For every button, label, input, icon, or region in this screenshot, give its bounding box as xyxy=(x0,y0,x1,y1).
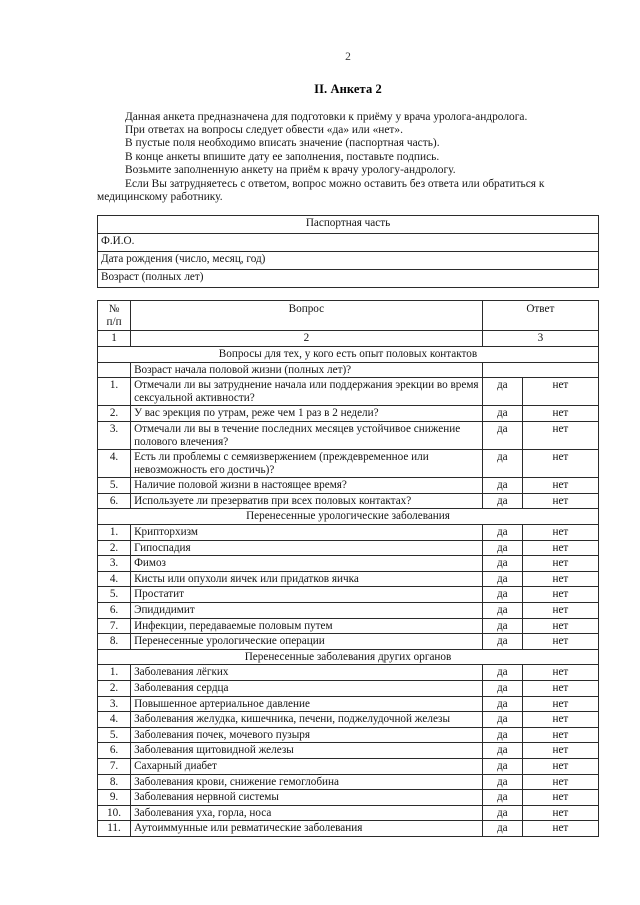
answer-no-option[interactable]: нет xyxy=(522,805,598,821)
row-number: 6. xyxy=(98,743,131,759)
row-number: 7. xyxy=(98,758,131,774)
column-index-question: 2 xyxy=(131,331,483,347)
answer-no-option[interactable]: нет xyxy=(522,421,598,449)
row-number: 11. xyxy=(98,821,131,837)
table-row xyxy=(98,603,599,619)
intro-line-6: Если Вы затрудняетесь с ответом, вопрос можно оставить без ответа или обратиться к медицинскому работнику. xyxy=(97,177,545,203)
table-row xyxy=(98,805,599,821)
answer-yes-option[interactable]: да xyxy=(482,525,522,541)
answer-yes-option[interactable]: да xyxy=(482,743,522,759)
answer-yes-option[interactable]: да xyxy=(482,603,522,619)
row-number xyxy=(98,362,131,378)
question-text: Кисты или опухоли яичек или придатков яичка xyxy=(131,571,483,587)
table-row xyxy=(98,681,599,697)
row-number: 2. xyxy=(98,406,131,422)
column-header-answer: Ответ xyxy=(482,301,598,331)
question-text: Фимоз xyxy=(131,556,483,572)
column-index-number: 1 xyxy=(98,331,131,347)
intro-line-5: Возьмите заполненную анкету на приём к врачу урологу-андрологу. xyxy=(125,164,456,177)
answer-no-option[interactable]: нет xyxy=(522,758,598,774)
question-text: Заболевания нервной системы xyxy=(131,790,483,806)
column-header-question: Вопрос xyxy=(131,301,483,331)
answer-no-option[interactable]: нет xyxy=(522,821,598,837)
answer-yes-option[interactable]: да xyxy=(482,665,522,681)
table-row xyxy=(98,540,599,556)
table-row xyxy=(98,362,599,378)
answer-yes-option[interactable]: да xyxy=(482,556,522,572)
answer-no-option[interactable]: нет xyxy=(522,681,598,697)
row-number: 7. xyxy=(98,618,131,634)
question-text: Сахарный диабет xyxy=(131,758,483,774)
answer-yes-option[interactable]: да xyxy=(482,478,522,494)
intro-line-2: При ответах на вопросы следует обвести «да» или «нет». xyxy=(125,123,403,136)
answer-blank-field[interactable] xyxy=(482,362,598,378)
question-text: Повышенное артериальное давление xyxy=(131,696,483,712)
row-number: 10. xyxy=(98,805,131,821)
section-header-2: Перенесенные урологические заболевания xyxy=(98,509,599,525)
question-text: Возраст начала половой жизни (полных лет)? xyxy=(131,362,483,378)
passport-field-age[interactable]: Возраст (полных лет) xyxy=(98,270,599,288)
question-text: Простатит xyxy=(131,587,483,603)
column-number-row xyxy=(98,331,599,347)
table-row xyxy=(98,478,599,494)
question-text: Отмечали ли вы в течение последних месяцев устойчивое снижение полового влечения? xyxy=(131,421,483,449)
table-row xyxy=(98,270,599,288)
answer-yes-option[interactable]: да xyxy=(482,774,522,790)
answer-yes-option[interactable]: да xyxy=(482,696,522,712)
answer-yes-option[interactable]: да xyxy=(482,587,522,603)
answer-no-option[interactable]: нет xyxy=(522,603,598,619)
table-row xyxy=(98,571,599,587)
table-row xyxy=(98,665,599,681)
row-number: 3. xyxy=(98,696,131,712)
row-number: 5. xyxy=(98,727,131,743)
answer-yes-option[interactable]: да xyxy=(482,634,522,650)
row-number: 6. xyxy=(98,603,131,619)
row-number: 3. xyxy=(98,421,131,449)
section-header-row xyxy=(98,346,599,362)
table-row xyxy=(98,525,599,541)
table-row xyxy=(98,634,599,650)
table-row xyxy=(98,406,599,422)
row-number: 9. xyxy=(98,790,131,806)
question-text: Заболевания крови, снижение гемоглобина xyxy=(131,774,483,790)
answer-yes-option[interactable]: да xyxy=(482,805,522,821)
passport-header-row xyxy=(98,216,599,234)
answer-yes-option[interactable]: да xyxy=(482,450,522,478)
answer-yes-option[interactable]: да xyxy=(482,493,522,509)
answer-yes-option[interactable]: да xyxy=(482,618,522,634)
question-text: Наличие половой жизни в настоящее время? xyxy=(131,478,483,494)
answer-yes-option[interactable]: да xyxy=(482,790,522,806)
column-header-number-line1: № xyxy=(108,303,120,316)
intro-paragraph-block xyxy=(97,111,599,205)
question-text: Заболевания желудка, кишечника, печени, поджелудочной железы xyxy=(131,712,483,728)
row-number: 1. xyxy=(98,665,131,681)
question-text: У вас эрекция по утрам, реже чем 1 раз в 2 недели? xyxy=(131,406,483,422)
page-number: 2 xyxy=(345,51,351,63)
table-row xyxy=(98,618,599,634)
question-text: Заболевания щитовидной железы xyxy=(131,743,483,759)
table-row xyxy=(98,493,599,509)
question-text: Инфекции, передаваемые половым путем xyxy=(131,618,483,634)
table-row xyxy=(98,821,599,837)
answer-no-option[interactable]: нет xyxy=(522,727,598,743)
answer-no-option[interactable]: нет xyxy=(522,478,598,494)
row-number: 5. xyxy=(98,478,131,494)
row-number: 1. xyxy=(98,525,131,541)
section-header-3: Перенесенные заболевания других органов xyxy=(98,649,599,665)
answer-no-option[interactable]: нет xyxy=(522,525,598,541)
question-text: Гипоспадия xyxy=(131,540,483,556)
column-index-answer: 3 xyxy=(482,331,598,347)
table-row xyxy=(98,743,599,759)
passport-field-birthdate[interactable]: Дата рождения (число, месяц, год) xyxy=(98,252,599,270)
question-text: Заболевания почек, мочевого пузыря xyxy=(131,727,483,743)
row-number: 5. xyxy=(98,587,131,603)
question-text: Используете ли презерватив при всех половых контактах? xyxy=(131,493,483,509)
answer-no-option[interactable]: нет xyxy=(522,743,598,759)
answer-no-option[interactable]: нет xyxy=(522,634,598,650)
passport-field-fio[interactable]: Ф.И.О. xyxy=(98,234,599,252)
page-title: II. Анкета 2 xyxy=(314,81,382,96)
answer-no-option[interactable]: нет xyxy=(522,493,598,509)
question-text: Перенесенные урологические операции xyxy=(131,634,483,650)
answer-yes-option[interactable]: да xyxy=(482,712,522,728)
table-row xyxy=(98,774,599,790)
question-text: Заболевания лёгких xyxy=(131,665,483,681)
table-row xyxy=(98,587,599,603)
answer-yes-option[interactable]: да xyxy=(482,727,522,743)
section-header-row xyxy=(98,649,599,665)
answer-no-option[interactable]: нет xyxy=(522,540,598,556)
question-text: Аутоиммунные или ревматические заболевания xyxy=(131,821,483,837)
answer-yes-option[interactable]: да xyxy=(482,421,522,449)
answer-no-option[interactable]: нет xyxy=(522,774,598,790)
answer-yes-option[interactable]: да xyxy=(482,378,522,406)
answer-no-option[interactable]: нет xyxy=(522,696,598,712)
row-number: 4. xyxy=(98,450,131,478)
table-row xyxy=(98,450,599,478)
row-number: 4. xyxy=(98,712,131,728)
passport-header-cell: Паспортная часть xyxy=(98,216,599,234)
passport-table xyxy=(97,215,599,288)
row-number: 4. xyxy=(98,571,131,587)
row-number: 8. xyxy=(98,774,131,790)
table-row xyxy=(98,234,599,252)
table-header-row xyxy=(98,301,599,331)
question-text: Крипторхизм xyxy=(131,525,483,541)
section-header-1: Вопросы для тех, у кого есть опыт половых контактов xyxy=(98,346,599,362)
answer-no-option[interactable]: нет xyxy=(522,712,598,728)
answer-no-option[interactable]: нет xyxy=(522,665,598,681)
row-number: 3. xyxy=(98,556,131,572)
answer-yes-option[interactable]: да xyxy=(482,540,522,556)
table-row xyxy=(98,252,599,270)
questionnaire-table-body xyxy=(98,301,599,837)
row-number: 1. xyxy=(98,378,131,406)
question-text: Заболевания сердца xyxy=(131,681,483,697)
section-header-row xyxy=(98,509,599,525)
question-text: Есть ли проблемы с семяизвержением (преждевременное или невозможность его достичь)? xyxy=(131,450,483,478)
answer-yes-option[interactable]: да xyxy=(482,406,522,422)
column-header-number xyxy=(98,301,131,331)
answer-no-option[interactable]: нет xyxy=(522,587,598,603)
page-content xyxy=(97,0,599,837)
answer-yes-option[interactable]: да xyxy=(482,821,522,837)
answer-no-option[interactable]: нет xyxy=(522,450,598,478)
question-text: Заболевания уха, горла, носа xyxy=(131,805,483,821)
answer-no-option[interactable]: нет xyxy=(522,406,598,422)
row-number: 2. xyxy=(98,540,131,556)
answer-no-option[interactable]: нет xyxy=(522,556,598,572)
table-row xyxy=(98,712,599,728)
intro-line-4: В конце анкеты впишите дату ее заполнения, поставьте подпись. xyxy=(125,150,440,163)
passport-table-body xyxy=(98,216,599,288)
row-number: 2. xyxy=(98,681,131,697)
answer-yes-option[interactable]: да xyxy=(482,571,522,587)
table-row xyxy=(98,556,599,572)
table-row xyxy=(98,758,599,774)
column-header-number-line2: п/п xyxy=(106,315,122,328)
row-number: 8. xyxy=(98,634,131,650)
question-text: Отмечали ли вы затруднение начала или поддержания эрекции во время сексуальной активности? xyxy=(131,378,483,406)
table-row xyxy=(98,790,599,806)
answer-no-option[interactable]: нет xyxy=(522,378,598,406)
questionnaire-table xyxy=(97,300,599,837)
answer-yes-option[interactable]: да xyxy=(482,681,522,697)
answer-yes-option[interactable]: да xyxy=(482,758,522,774)
answer-no-option[interactable]: нет xyxy=(522,571,598,587)
table-row xyxy=(98,727,599,743)
table-row xyxy=(98,696,599,712)
answer-no-option[interactable]: нет xyxy=(522,790,598,806)
question-text: Эпидидимит xyxy=(131,603,483,619)
intro-line-1: Данная анкета предназначена для подготовки к приёму у врача уролога-андролога. xyxy=(125,110,528,123)
answer-no-option[interactable]: нет xyxy=(522,618,598,634)
table-row xyxy=(98,421,599,449)
intro-line-3: В пустые поля необходимо вписать значение (паспортная часть). xyxy=(125,137,440,150)
row-number: 6. xyxy=(98,493,131,509)
table-row xyxy=(98,378,599,406)
